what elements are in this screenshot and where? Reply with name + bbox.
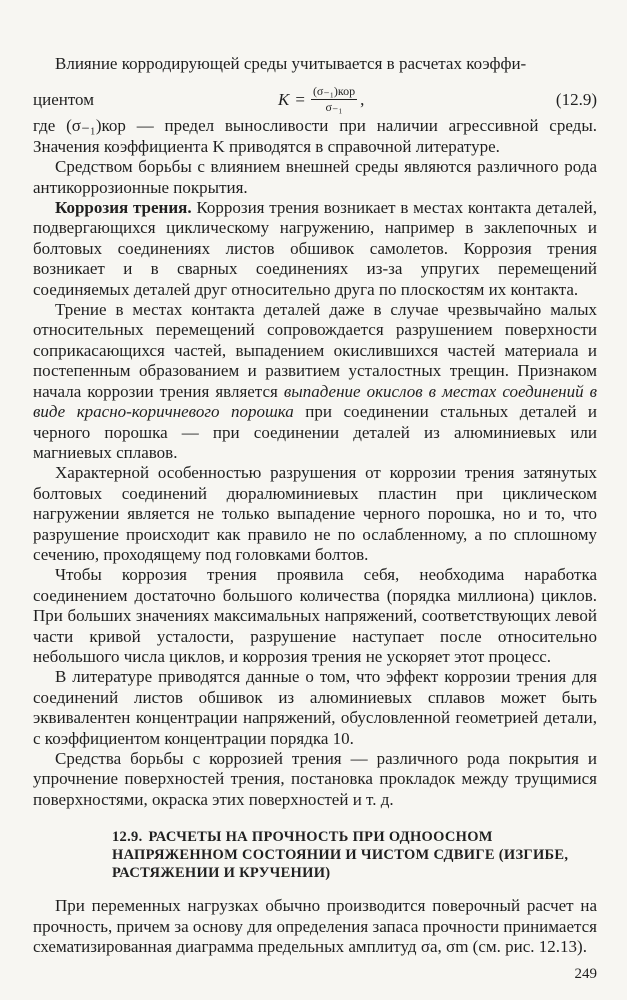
paragraph-intro [33,54,597,74]
paragraph-definition: где (σ₋₁)кор — предел выносливости при наличии агрессивной среды. Значения коэффициента K приводятся в справочной литературе. [33,116,597,156]
paragraph-cycles: Чтобы коррозия трения проявила себя, необходима наработка соединением достаточно большого количества (порядка миллиона) циклов. При больших значениях максимальных напряжений, соответствующих левой части кривой усталости, разрушение наступает после относительно небольшого числа циклов, и коррозия трения не ускоряет этот процесс. [33,565,597,666]
paragraph-friction-tail: при соединении стальных деталей и черного порошка — при соединении деталей из алюминиевых или магниевых сплавов. [33,402,597,462]
formula-comma: , [360,89,365,109]
term-fretting-corrosion: Коррозия трения. [55,198,192,218]
paragraph-friction-italic: выпадение окислов в местах соединений в виде красно-коричневого порошка [33,381,597,422]
formula-lhs: K [278,89,290,109]
formula-lead-text: циентом [33,90,94,110]
paragraph-friction [33,300,597,463]
paragraph-remedies: Средства борьбы с коррозией трения — различного рода покрытия и упрочнение поверхностей трения, постановка прокладок между трущимися поверхностями, окраска этих поверхностей и т. д. [33,749,597,809]
formula-12-9 [278,85,364,114]
formula-fraction [311,85,357,114]
paragraph-friction-text: Трение в местах контакта деталей даже в случае чрезвычайно малых относительных перемещений сопровождается разрушением поверхности соприкасающихся частей, выпадением окислившихся частей материала и постепенным образованием и развитием усталостных трещин. Признаком начала коррозии трения является [33,300,597,401]
section-heading [33,828,597,882]
paragraph-strength-calc: При переменных нагрузках обычно производится поверочный расчет на прочность, причем за основу для определения запаса прочности принимается схематизированная диаграмма предельных амплитуд σa, σm (см. рис. 12.13). [33,896,597,957]
formula-equals: = [295,89,305,109]
equation-number: (12.9) [555,90,597,110]
formula-denominator: σ₋₁ [325,100,343,115]
paragraph-fretting-intro-text: Коррозия трения возникает в местах контакта деталей, подвергающихся циклическому нагружению, например в заклепочных и болтовых соединениях листов обшивок самолетов. Коррозия трения возникает и в сварных соединениях из-за упругих перемещений соединяемых деталей друг относительно друга по плоскостям их контакта. [33,198,597,299]
paragraph-coatings: Средством борьбы с влиянием внешней среды являются различного рода антикоррозионные покрытия. [33,157,597,197]
paragraph-intro-text: Влияние корродирующей среды учитывается в расчетах коэффи- [55,54,527,73]
paragraph-characteristic: Характерной особенностью разрушения от коррозии трения затянутых болтовых соединений дюралюминиевых пластин при циклическом нагружении является не только выпадение черного порошка, но и то, что разрушение происходит как правило не по ослабленному, а по сплошному сечению, проходящему под головками болтов. [33,463,597,564]
paragraph-fretting-intro [33,198,597,300]
formula-block [33,72,597,116]
section-number: 12.9. [112,829,143,846]
section-title: РАСЧЕТЫ НА ПРОЧНОСТЬ ПРИ ОДНООСНОМ НАПРЯЖЕННОМ СОСТОЯНИИ И ЧИСТОМ СДВИГЕ (ИЗГИБЕ, РАСТЯЖЕНИИ И КРУЧЕНИИ) [112,829,569,882]
page-number: 249 [574,966,597,982]
formula-numerator: (σ₋₁)кор [312,84,356,99]
paragraph-literature: В литературе приводятся данные о том, что эффект коррозии трения для соединений листов обшивок из алюминиевых сплавов может быть эквивалентен концентрации напряжений, обусловленной геометрией детали, с коэффициентом концентрации порядка 10. [33,667,597,748]
